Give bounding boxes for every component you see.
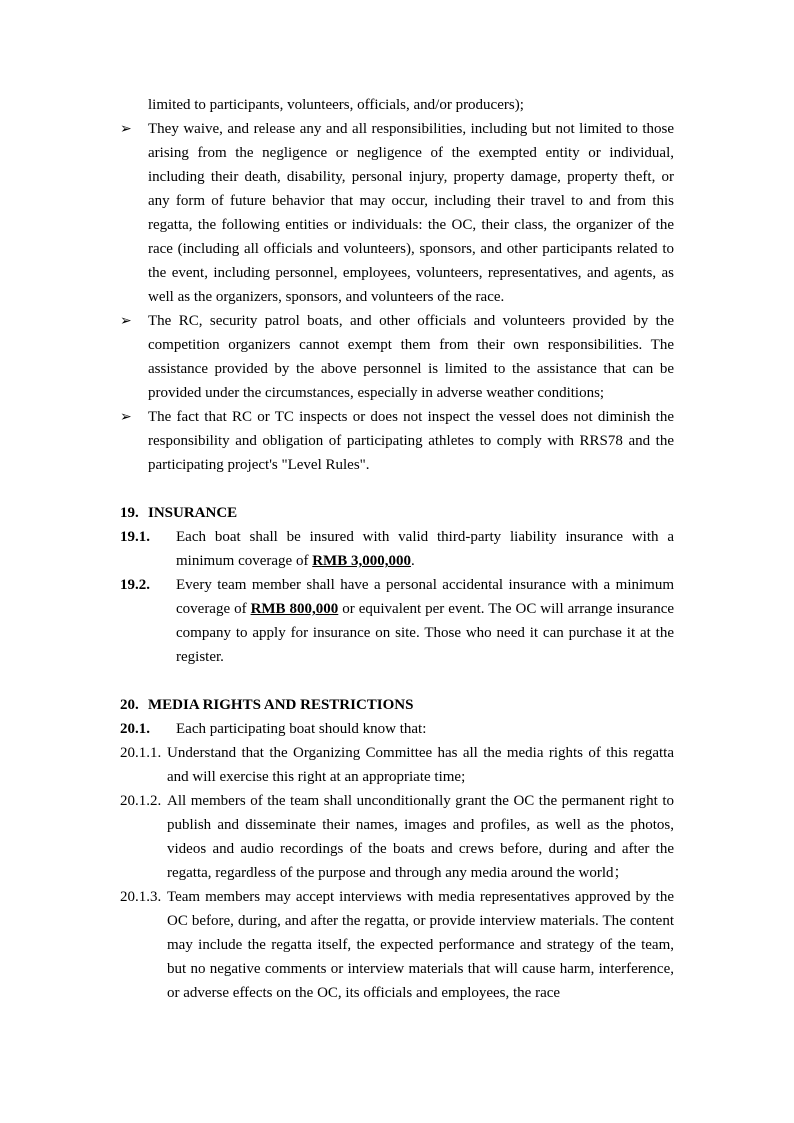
clause-19-2 (120, 573, 674, 669)
section-number: 19. (120, 505, 139, 521)
subclause-number: 20.1.2. (120, 793, 162, 809)
subclause-text: Understand that the Organizing Committee has all the media rights of this regatta and will exercise this right at an appropriate time; (167, 745, 674, 785)
page-content (120, 93, 674, 1005)
clause-number: 19.2. (120, 577, 150, 593)
subclause-text: Team members may accept interviews with media representatives approved by the OC before, during, and after the regatta, or provide interview materials. The content may include the regatta itself, the expected performance and strategy of the team, but no negative comments or interview materials that will cause harm, interference, or adverse effects on the OC, its officials and employees, the race (167, 889, 674, 1001)
paragraph-spacer (120, 477, 674, 501)
clause-text: Every team member shall have a personal accidental insurance with a minimum coverage of (176, 577, 674, 617)
clause-number: 19.1. (120, 529, 150, 545)
arrow-bullet-icon: ➢ (120, 313, 132, 329)
subclause-text: All members of the team shall unconditionally grant the OC the permanent right to publish and disseminate their names, images and profiles, as well as the photos, videos and audio recordings of the boats and crews before, during and after the regatta, regardless of the purpose and through any media around the world； (167, 793, 674, 881)
section-heading-insurance (120, 501, 674, 525)
section-heading-media-rights (120, 693, 674, 717)
bullet-item (120, 117, 674, 309)
bullet-item (120, 405, 674, 477)
section-title: INSURANCE (148, 505, 238, 521)
clause-19-1 (120, 525, 674, 573)
subclause-20-1-2 (120, 789, 674, 885)
subclause-20-1-3 (120, 885, 674, 1005)
bullet-item (120, 309, 674, 405)
clause-number: 20.1. (120, 721, 150, 737)
continued-paragraph: limited to participants, volunteers, officials, and/or producers); (148, 97, 524, 113)
clause-text-end: or equivalent per event. The OC will arrange insurance company to apply for insurance on site. Those who need it can purchase it at the register. (176, 601, 675, 665)
clause-20-1 (120, 717, 674, 741)
arrow-bullet-icon: ➢ (120, 409, 132, 425)
coverage-amount: RMB 800,000 (250, 601, 339, 617)
subclause-number: 20.1.3. (120, 889, 162, 905)
bullet-text: The RC, security patrol boats, and other officials and volunteers provided by the competition organizers cannot exempt them from their own responsibilities. The assistance provided by the above personnel is limited to the assistance that can be provided under the circumstances, especially in adverse weather conditions; (148, 313, 674, 401)
arrow-bullet-icon: ➢ (120, 121, 132, 137)
subclause-20-1-1 (120, 741, 674, 789)
coverage-amount: RMB 3,000,000 (312, 553, 411, 569)
paragraph-spacer (120, 669, 674, 693)
clause-text: Each boat shall be insured with valid third-party liability insurance with a minimum coverage of (176, 529, 674, 569)
clause-text-end: . (410, 553, 415, 569)
section-number: 20. (120, 697, 139, 713)
bullet-text: They waive, and release any and all responsibilities, including but not limited to those arising from the negligence or negligence of the exempted entity or individual, including their death, disability, personal injury, property damage, property theft, or any form of future behavior that may occur, including their travel to and from this regatta, the following entities or individuals: the OC, their class, the organizer of the race (including all officials and volunteers), sponsors, and other participants related to the event, including personnel, employees, volunteers, representatives, and agents, as well as the organizers, sponsors, and volunteers of the race. (148, 121, 674, 305)
bullet-text: The fact that RC or TC inspects or does not inspect the vessel does not diminish the responsibility and obligation of participating athletes to comply with RRS78 and the participating project's "Level Rules". (148, 409, 674, 473)
section-title: MEDIA RIGHTS AND RESTRICTIONS (148, 697, 414, 713)
clause-text: Each participating boat should know that: (176, 721, 427, 737)
subclause-number: 20.1.1. (120, 745, 162, 761)
